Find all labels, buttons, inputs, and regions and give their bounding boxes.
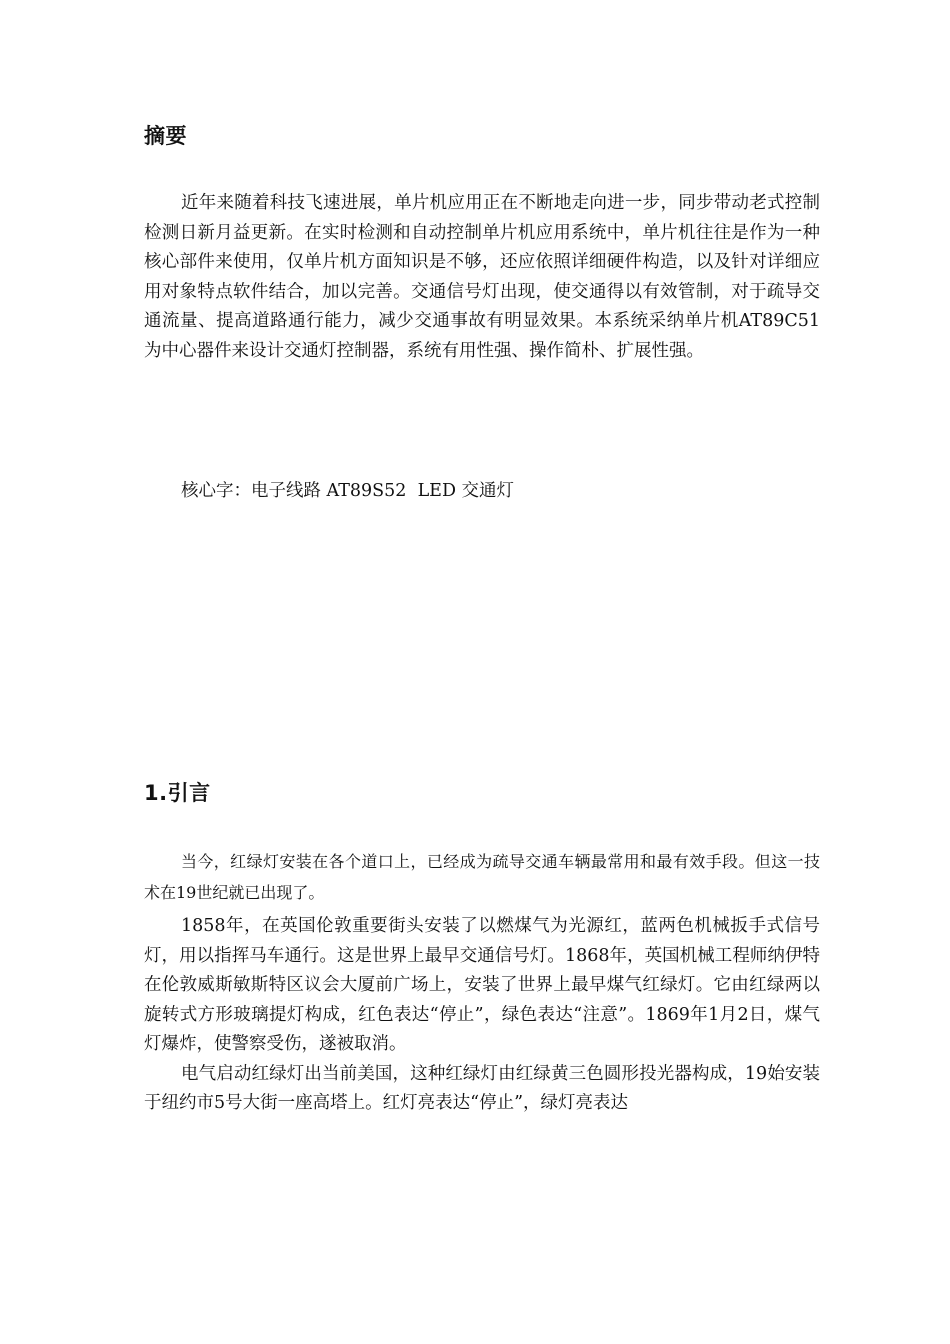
intro-paragraph-2: 1858年，在英国伦敦重要街头安装了以燃煤气为光源红，蓝两色机械扳手式信号灯，用以指挥马车通行。这是世界上最早交通信号灯。1868年，英国机械工程师纳伊特在伦敦威斯敏斯特区议会大厦前广场上，安装了世界上最早煤气红绿灯。它由红绿两以旋转式方形玻璃提灯构成，红色表达“停止”，绿色表达“注意”。1869年1月2日，煤气灯爆炸，使警察受伤，遂被取消。 xyxy=(144,916,820,1054)
intro-section xyxy=(144,846,820,1119)
abstract-heading: 摘要 xyxy=(144,124,187,148)
keywords-line: 核心字：电子线路 AT89S52 LED 交通灯 xyxy=(181,481,515,501)
abstract-section xyxy=(144,189,820,366)
intro-paragraph-1: 当今，红绿灯安装在各个道口上，已经成为疏导交通车辆最常用和最有效手段。但这一技术在19世纪就已出现了。 xyxy=(144,852,820,902)
abstract-paragraph: 近年来随着科技飞速进展，单片机应用正在不断地走向进一步，同步带动老式控制检测日新月益更新。在实时检测和自动控制单片机应用系统中，单片机往往是作为一种核心部件来使用，仅单片机方面知识是不够，还应依照详细硬件构造，以及针对详细应用对象特点软件结合，加以完善。交通信号灯出现，使交通得以有效管制，对于疏导交通流量、提高道路通行能力，减少交通事故有明显效果。本系统采纳单片机AT89C51为中心器件来设计交通灯控制器，系统有用性强、操作简朴、扩展性强。 xyxy=(144,193,820,361)
intro-paragraph-3: 电气启动红绿灯出当前美国，这种红绿灯由红绿黄三色圆形投光器构成，19始安装于纽约市5号大街一座高塔上。红灯亮表达“停止”，绿灯亮表达 xyxy=(144,1063,820,1113)
intro-heading: 1.引言 xyxy=(144,781,211,805)
